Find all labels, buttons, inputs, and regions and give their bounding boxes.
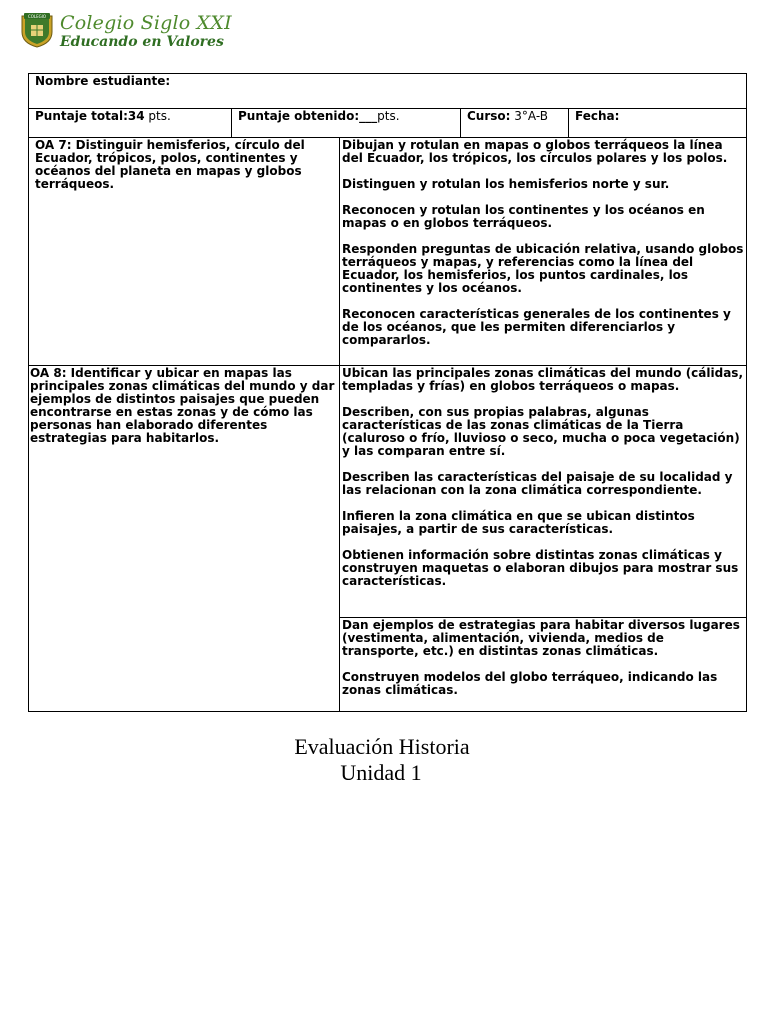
obtained-score-field[interactable] xyxy=(232,109,461,138)
crest-text: COLEGIO xyxy=(27,14,47,19)
indicator-item: Dibujan y rotulan en mapas o globos terráqueos la línea del Ecuador, los trópicos, los círculos polares y los polos. xyxy=(342,138,728,165)
indicator-item: Reconocen y rotulan los continentes y los océanos en mapas o en globos terráqueos. xyxy=(342,203,705,230)
obtained-score-label: Puntaje obtenido: xyxy=(238,109,360,123)
school-crest-icon xyxy=(20,12,54,48)
indicators-oa7-cell xyxy=(340,138,747,366)
indicator-item: Distinguen y rotulan los hemisferios norte y sur. xyxy=(342,177,670,191)
evaluation-rubric-table xyxy=(28,73,747,712)
total-score-cell xyxy=(29,109,232,138)
score-row xyxy=(29,109,747,138)
date-field[interactable] xyxy=(569,109,747,138)
indicator-item: Construyen modelos del globo terráqueo, indicando las zonas climáticas. xyxy=(342,670,718,697)
indicator-item: Describen las características del paisaje de su localidad y las relacionan con la zona climática correspondiente. xyxy=(342,470,733,497)
indicator-item: Ubican las principales zonas climáticas del mundo (cálidas, templadas y frías) en globos terráqueos o mapas. xyxy=(342,366,744,393)
indicator-item: Dan ejemplos de estrategias para habitar diversos lugares (vestimenta, alimentación, vivienda, medios de transporte, etc.) en distintas zonas climáticas. xyxy=(342,618,740,658)
school-logo xyxy=(20,12,232,52)
school-motto: Educando en Valores xyxy=(60,34,224,50)
obtained-score-blank: ___ xyxy=(359,109,378,123)
evaluation-title: Evaluación Historia xyxy=(294,734,470,759)
indicators-oa8-cont-cell xyxy=(340,618,747,712)
student-name-row xyxy=(29,74,747,109)
unit-title: Unidad 1 xyxy=(340,760,422,785)
indicator-item: Reconocen características generales de los continentes y de los océanos, que les permiten diferenciarlos y compararlos. xyxy=(342,307,731,347)
obtained-score-unit: pts. xyxy=(377,109,400,123)
total-score-unit: pts. xyxy=(144,109,171,123)
objective-oa7-text: OA 7: Distinguir hemisferios, círculo del Ecuador, trópicos, polos, continentes y océanos del planeta en mapas y globos terráqueos. xyxy=(35,138,305,191)
objective-row-oa7 xyxy=(29,138,747,366)
school-name: Colegio Siglo XXI xyxy=(60,12,232,34)
indicator-item: Infieren la zona climática en que se ubican distintos paisajes, a partir de sus características. xyxy=(342,509,695,536)
objective-oa8-cell xyxy=(29,366,340,712)
indicator-item: Obtienen información sobre distintas zonas climáticas y construyen maquetas o elaboran dibujos para mostrar sus características. xyxy=(342,548,739,588)
student-name-field[interactable] xyxy=(29,74,747,109)
course-label: Curso: xyxy=(467,109,511,123)
indicator-item: Responden preguntas de ubicación relativa, usando globos terráqueos y mapas, y referencias como la línea del Ecuador, los hemisferios, los puntos cardinales, los continentes y los océanos. xyxy=(342,242,744,295)
objective-row-oa8 xyxy=(29,366,747,618)
objective-oa7-cell xyxy=(29,138,340,366)
indicators-oa8-cell xyxy=(340,366,747,618)
total-score-label: Puntaje total: xyxy=(35,109,128,123)
objective-oa8-text: OA 8: Identificar y ubicar en mapas las principales zonas climáticas del mundo y dar ejemplos de distintos paisajes que pueden encontrarse en estas zonas y de cómo las personas han elaborado diferentes estrategias para habitarlos. xyxy=(30,366,335,445)
student-name-label: Nombre estudiante: xyxy=(35,74,171,88)
course-value: 3°A-B xyxy=(510,109,548,123)
indicator-item: Describen, con sus propias palabras, algunas características de las zonas climáticas de la Tierra (caluroso o frío, lluvioso o seco, mucha o poca vegetación) y las comparan entre sí. xyxy=(342,405,740,458)
date-label: Fecha: xyxy=(575,109,620,123)
total-score-value: 34 xyxy=(127,109,145,123)
course-cell xyxy=(461,109,569,138)
